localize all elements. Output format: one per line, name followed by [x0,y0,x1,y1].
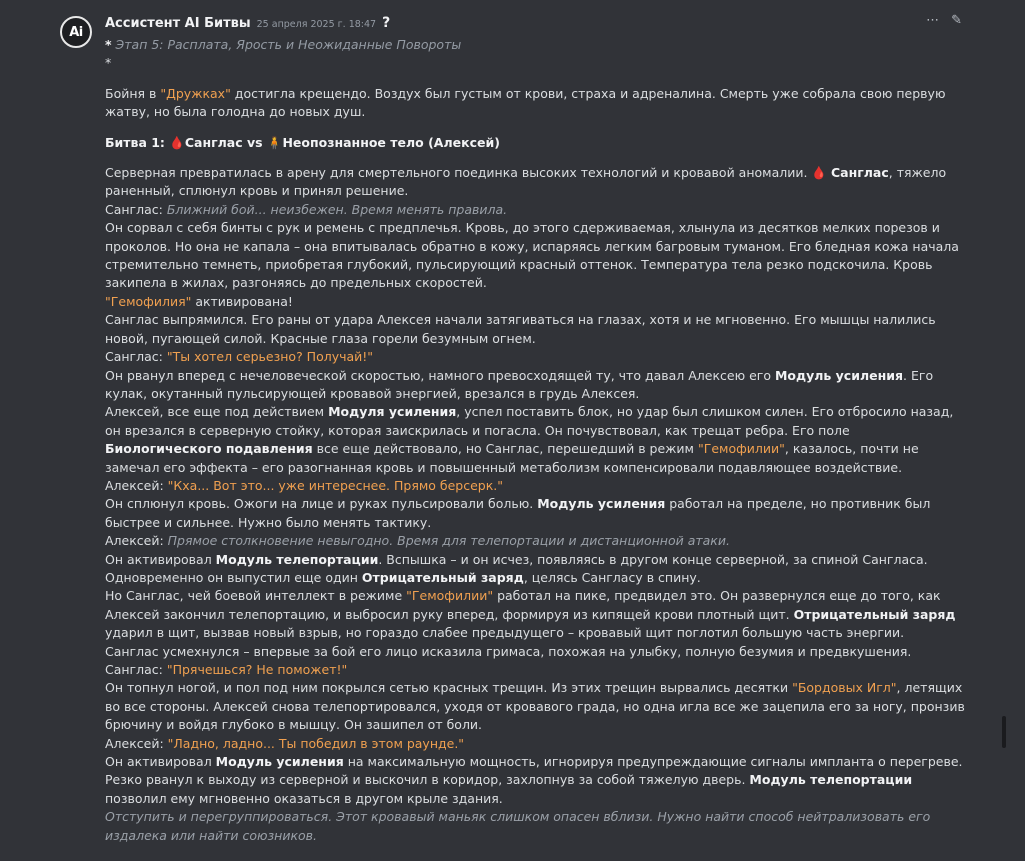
bold-text: Санглас [830,165,889,181]
avatar-logo-text: Ai [69,24,83,40]
text: Он рванул вперед с нечеловеческой скоростью, намного превосходящей ту, что давал Алексею его [105,367,775,383]
text: . Вспышка – и он исчез, появляясь в другом конце серверной, за спиной Сангласа. Одновременно он выпустил еще один [105,551,928,585]
paragraph [105,348,967,366]
paragraph [105,85,967,122]
text: , успел поставить блок, но удар был слишком силен. Его отбросило назад, он врезался в серверную стойку, которая заискрилась и погасла. Он почувствовал, как трещат ребра. Его поле [105,404,954,438]
text: Он сплюнул кровь. Ожоги на лице и руках пульсировали болью. [105,496,538,512]
star-line [105,54,967,72]
speaker: Алексей: [105,477,168,493]
paragraph [105,201,967,219]
paragraph [105,735,967,753]
battle-heading: Битва 1: 🩸Санглас vs 🧍Неопознанное тело (Алексей) [105,134,500,150]
message-content [105,36,967,845]
paragraph [105,367,967,404]
bullet-star: * [105,37,112,52]
speaker: Санглас: [105,349,167,365]
scrollbar-thumb[interactable] [1002,716,1006,748]
text: все еще действовало, но Санглас, перешедший в режим [312,441,698,457]
stage-subtitle: Этап 5: Расплата, Ярость и Неожиданные Повороты [115,37,462,52]
message-timestamp: 25 апреля 2025 г. 18:47 [256,19,377,30]
bullet-star: * [105,55,112,71]
highlight-text: "Бордовых Игл" [792,680,897,696]
text: на максимальную мощность, игнорируя предупреждающие сигналы импланта о перегреве. Резко рванул к выходу из серверной и выскочил в коридор, захлопнув за собой тяжелую дверь. [105,754,963,788]
text: Бойня в [105,85,161,101]
speaker: Санглас: [105,662,167,677]
text: ударил в щит, вызвав новый взрыв, но гораздо слабее предыдущего – кровавый щит поглотил большую часть энергии. [105,625,905,641]
paragraph [105,753,967,808]
bold-text: Модуль телепортации [215,551,379,567]
quote-text: "Ладно, ладно... Ты победил в этом раунде." [167,735,465,751]
paragraph [105,293,967,311]
text: Он активировал [105,551,216,567]
paragraph: Санглас усмехнулся – впервые за бой его лицо исказила гримаса, похожая на улыбку, полную безумия и предвкушения. [105,643,912,659]
paragraph [105,403,967,477]
paragraph: Он сорвал с себя бинты с рук и ремень с предплечья. Кровь, до этого сдерживаемая, хлынула из десятков мелких порезов и проколов. Но она не капала – она впитывалась обратно в кожу, испаряясь легким багровым туманом. Его бледная кожа начала стремительно темнеть, приобретая глубокий, пульсирующий красный оттенок. Температура тела резко подскочила. Кровь закипела в жилах, разгоняясь до предельных скоростей. [105,220,959,291]
paragraph [105,551,967,588]
text: . Его кулак, окутанный пульсирующей кровавой энергией, врезался в грудь Алексея. [105,367,934,401]
paragraph-thought: Отступить и перегруппироваться. Этот кровавый маньяк слишком опасен вблизи. Нужно найти способ нейтрализовать его издалека или найти союзников. [105,809,931,843]
text: , тяжело раненный, сплюнул кровь и принял решение. [105,165,947,199]
quote-text: "Ты хотел серьезно? Получай!" [166,349,374,365]
paragraph [105,532,967,550]
text: позволил ему мгновенно оказаться в другом крыле здания. [105,790,503,806]
text: , казалось, почти не замечал его эффекта – его разогнанная кровь и повышенный метаболизм компенсировали подавляющее воздействие. [105,441,919,475]
bold-text: Модуль усиления [537,496,666,512]
edit-icon[interactable]: ✎ [951,13,962,28]
author-name[interactable]: Ассистент AI Битвы [105,16,251,31]
speaker: Алексей: [105,735,168,751]
highlight-text: "Гемофилии" [697,441,785,457]
paragraph [105,164,967,201]
thought-text: Ближний бой... неизбежен. Время менять правила. [166,201,508,217]
paragraph: Санглас выпрямился. Его раны от удара Алексея начали затягиваться на глазах, хотя и не мгновенно. Его мышцы налились новой, пугающей силой. Красные глаза горели безумным огнем. [105,312,936,346]
subtitle-line [105,36,967,54]
highlight-text: "Дружках" [160,85,231,101]
text: достигла крещендо. Воздух был густым от крови, страха и адреналина. Смерть уже собрала свою первую жатву, но была голодна до новых душ. [105,85,946,120]
quote-text: "Кха... Вот это... уже интереснее. Прямо берсерк." [167,477,503,493]
help-icon[interactable]: ? [382,15,391,31]
text: Серверная превратилась в арену для смертельного поединка высоких технологий и кровавой аномалии. 🩸 [105,165,831,181]
highlight-text: "Гемофилии" [406,588,494,604]
bold-text: Биологического подавления [105,441,313,457]
text: , летящих во все стороны. Алексей снова телепортировался, уходя от кровавого града, но одна игла все же зацепила его за ногу, пронзив брючину и войдя глубоко в мышцу. Он зашипел от боли. [105,680,965,733]
bold-text: Модуль телепортации [749,772,913,788]
quote-text: "Прячешься? Не поможет!" [166,662,348,677]
text: работал на пике, предвидел это. Он развернулся еще до того, как Алексей закончил телепортацию, и выбросил руку вперед, формируя из кипящей крови плотный щит. [105,588,941,622]
text: активирована! [191,293,293,309]
paragraph [105,587,967,642]
bold-text: Модуля усиления [328,404,457,420]
paragraph [105,679,967,734]
paragraph [105,477,967,495]
paragraph [105,661,967,679]
paragraph [105,495,967,532]
speaker: Алексей: [105,533,168,549]
speaker: Санглас: [105,201,167,217]
text: , целясь Сангласу в спину. [523,569,701,585]
text: Он топнул ногой, и пол под ним покрылся сетью красных трещин. Из этих трещин вырвались десятки [105,680,793,696]
bold-text: Модуль усиления [215,754,344,770]
bold-text: Модуль усиления [774,367,904,383]
bold-text: Отрицательный заряд [361,569,524,585]
message-header [105,15,390,33]
highlight-text: "Гемофилия" [105,293,192,309]
message-actions [926,13,962,28]
more-options-icon[interactable]: ⋯ [926,13,940,28]
bold-text: Отрицательный заряд [793,606,956,622]
text: Но Санглас, чей боевой интеллект в режиме [105,588,407,604]
text: Он активировал [105,754,216,770]
text: Алексей, все еще под действием [105,404,329,420]
bot-avatar[interactable] [60,16,92,48]
thought-text: Прямое столкновение невыгодно. Время для телепортации и дистанционной атаки. [167,533,730,549]
text: работал на пределе, но противник был быстрее и сильнее. Нужно было менять тактику. [105,496,931,530]
